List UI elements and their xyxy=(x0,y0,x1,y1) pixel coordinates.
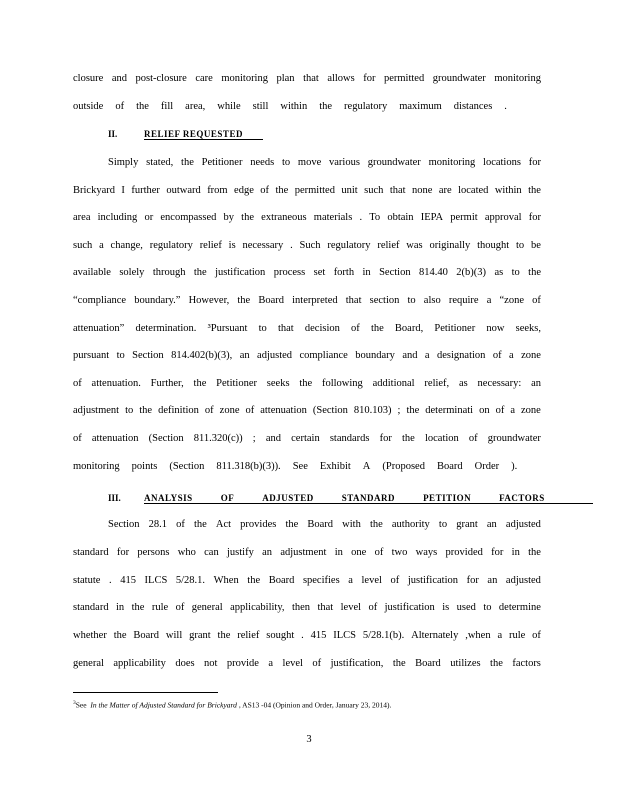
text-line: outside of the fill area, while still within the regulatory maximum distances . xyxy=(73,100,507,112)
section-heading-analysis xyxy=(108,493,593,504)
text-line: available solely through the justification process set forth in Section 814.40 2(b)(3) as to the xyxy=(73,267,541,279)
text-line: closure and post-closure care monitoring plan that allows for permitted groundwater monitoring xyxy=(73,73,541,84)
text-line: Simply stated, the Petitioner needs to move various groundwater monitoring locations for xyxy=(108,157,541,168)
text-line: pursuant to Section 814.402(b)(3), an adjusted compliance boundary and a designation of a zone xyxy=(73,350,541,362)
text-line: attenuation” determination. ³Pursuant to that decision of the Board, Petitioner now seeks, xyxy=(73,322,541,334)
footnote-case-name: In the Matter of Adjusted Standard for Brickyard xyxy=(90,700,237,710)
section-title-word: ADJUSTED xyxy=(262,493,314,503)
text-line: “compliance boundary.” However, the Board interpreted that section to also require a “zone of xyxy=(73,295,541,306)
text-line: standard for persons who can justify an adjustment in one of two ways provided for in the xyxy=(73,546,541,558)
section-title-word: PETITION xyxy=(423,493,472,503)
text-line: area including or encompassed by the extraneous materials . To obtain IEPA permit approval for xyxy=(73,212,541,224)
text-line: Brickyard I further outward from edge of the permitted unit such that none are located within the xyxy=(73,184,541,196)
section-title-word: OF xyxy=(220,493,235,503)
text-line: whether the Board will grant the relief sought . 415 ILCS 5/28.1(b). Alternately ,when a rule of xyxy=(73,630,541,642)
section-title-word: STANDARD xyxy=(341,493,396,503)
section-number: III. xyxy=(108,493,121,503)
section-title-word: ANALYSIS xyxy=(144,493,193,503)
footnote xyxy=(73,700,391,710)
text-line: general applicability does not provide a level of justification, the Board utilizes the factors xyxy=(73,658,541,669)
text-line: standard in the rule of general applicability, then that level of justification is used to determine xyxy=(73,602,541,614)
text-line: of attenuation (Section 811.320(c)) ; and certain standards for the location of groundwater xyxy=(73,433,541,444)
section-number: II. xyxy=(108,129,118,139)
text-line: statute . 415 ILCS 5/28.1. When the Board specifies a level of justification for an adjusted xyxy=(73,574,541,586)
text-line: such a change, regulatory relief is necessary . Such regulatory relief was originally thought to be xyxy=(73,239,541,251)
footnote-citation: , AS13 -04 (Opinion and Order, January 23, 2014). xyxy=(238,700,392,710)
section-title xyxy=(144,493,593,504)
text-line: monitoring points (Section 811.318(b)(3)). See Exhibit A (Proposed Board Order ). xyxy=(73,460,518,472)
footnote-see: See xyxy=(75,700,87,710)
footnote-marker: 3 xyxy=(73,700,76,706)
page-number: 3 xyxy=(306,734,312,745)
text-line: adjustment to the definition of zone of attenuation (Section 810.103) ; the determinati on of a zone xyxy=(73,405,541,417)
section-title-word: FACTORS xyxy=(499,493,545,503)
footnote-separator xyxy=(73,692,218,693)
text-line: Section 28.1 of the Act provides the Board with the authority to grant an adjusted xyxy=(108,519,541,530)
section-heading-relief-requested xyxy=(108,129,263,140)
text-line: of attenuation. Further, the Petitioner seeks the following additional relief, as necessary: an xyxy=(73,377,541,389)
section-title: RELIEF REQUESTED xyxy=(144,129,263,140)
